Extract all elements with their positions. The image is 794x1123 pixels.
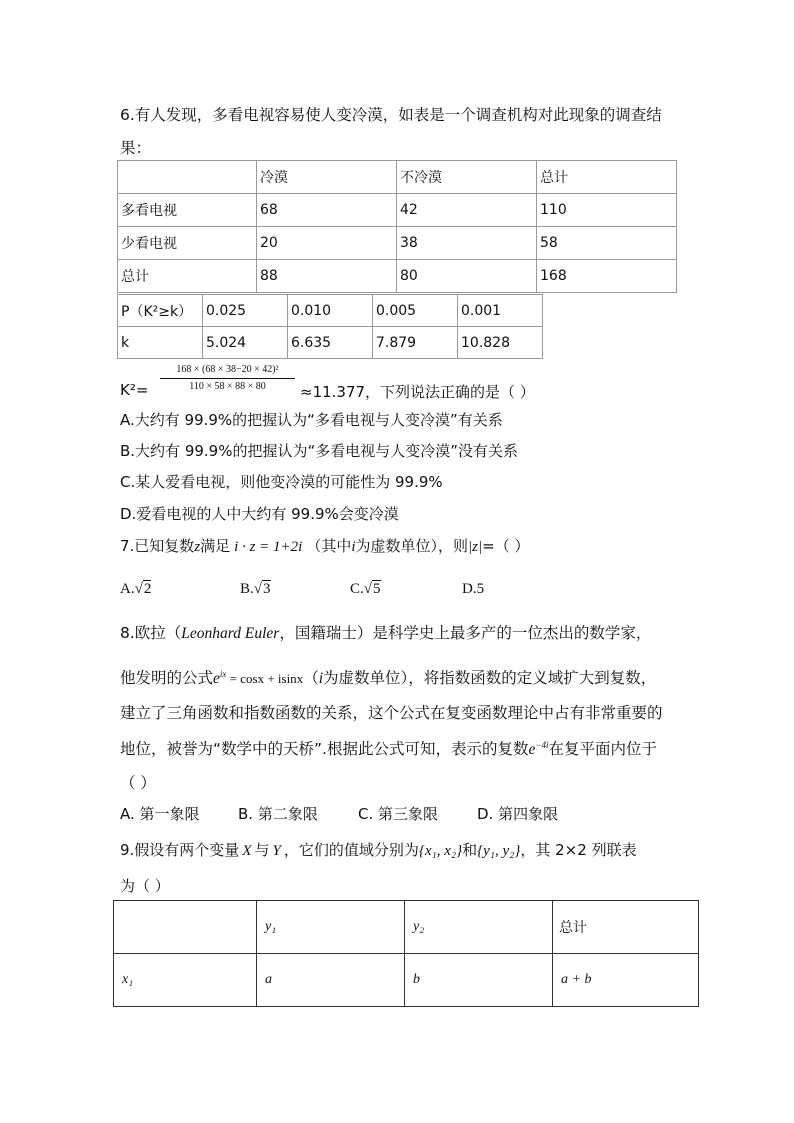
k2-label: K²= <box>120 381 149 399</box>
q6-critical-value-table <box>117 294 543 359</box>
q9-text: 与 <box>254 841 270 859</box>
table-cell: 7.879 <box>373 327 458 359</box>
table-cell: 0.005 <box>373 295 458 327</box>
option-label: C. <box>350 581 364 597</box>
q9-text: 9.假设有两个变量 <box>120 841 240 859</box>
option-b: B.大约有 99.9%的把握认为“多看电视与人变冷漠”没有关系 <box>120 442 519 460</box>
q6-line2: 果： <box>120 139 152 157</box>
q8-line2 <box>120 666 656 688</box>
q8-option-a: A. 第一象限 <box>120 805 200 823</box>
table-row <box>118 327 543 359</box>
table-cell: 总计 <box>553 901 699 954</box>
table-row <box>118 260 677 293</box>
q8-text: 8.欧拉（ <box>120 624 182 642</box>
table-cell: y₁ <box>257 901 405 954</box>
table-cell: 0.025 <box>203 295 288 327</box>
table-row <box>118 194 677 227</box>
q7-text: =（ ） <box>482 537 530 555</box>
table-cell: 10.828 <box>458 327 543 359</box>
q7-text: 7.已知复数 <box>120 537 195 555</box>
table-cell: 88 <box>257 260 397 293</box>
table-cell: 冷漠 <box>257 161 397 194</box>
radicand: 2 <box>143 581 152 597</box>
formula-e: e <box>528 741 536 758</box>
q7-option-b: B.√3 <box>240 581 271 597</box>
table-cell: a <box>257 954 405 1007</box>
option-label: A. <box>120 581 135 597</box>
table-cell: 110 <box>537 194 677 227</box>
q9-contingency-table <box>113 900 699 1007</box>
table-cell: 80 <box>397 260 537 293</box>
q8-text: ，国籍瑞士）是科学史上最多产的一位杰出的数学家， <box>279 624 652 642</box>
q7-option-c: C.√5 <box>350 581 381 597</box>
radicand: 5 <box>373 581 381 597</box>
table-cell: b <box>405 954 553 1007</box>
radicand: 3 <box>263 581 271 597</box>
q6-contingency-table <box>117 160 677 293</box>
q8-text: 在复平面内位于 <box>548 740 657 758</box>
q7-text: 为虚数单位），则 <box>355 537 469 555</box>
var-i: i <box>318 670 324 687</box>
option-c: C.某人爱看电视，则他变冷漠的可能性为 99.9% <box>120 473 443 491</box>
table-cell: 58 <box>537 227 677 260</box>
q8-text: 地位，被誉为“数学中的天桥”.根据此公式可知，表示的复数 <box>120 740 529 758</box>
table-row <box>118 295 543 327</box>
var-x: X <box>242 843 252 859</box>
formula-exponent: −4i <box>535 740 549 750</box>
option-a: A.大约有 99.9%的把握认为“多看电视与人变冷漠”有关系 <box>120 411 503 429</box>
q9-text: ，它们的值域分别为 <box>283 841 419 859</box>
table-cell: 20 <box>257 227 397 260</box>
table-cell: 168 <box>537 260 677 293</box>
q7-option-d: D.5 <box>462 581 485 597</box>
table-cell: 38 <box>397 227 537 260</box>
q8-option-b: B. 第二象限 <box>238 805 318 823</box>
table-cell: 42 <box>397 194 537 227</box>
k2-result-text: ≈11.377，下列说法正确的是（ ） <box>300 383 535 401</box>
table-cell: 多看电视 <box>118 194 257 227</box>
table-row <box>114 901 699 954</box>
q7-option-a: A.√2 <box>120 581 152 597</box>
table-cell: 不冷漠 <box>397 161 537 194</box>
q8-line1 <box>120 621 651 643</box>
set-x: {x₁, x₂} <box>418 843 463 859</box>
q8-line5: （ ） <box>120 774 156 792</box>
fraction-denominator: 110 × 58 × 88 × 80 <box>189 381 266 392</box>
table-cell: 0.010 <box>288 295 373 327</box>
abs-z: |z| <box>468 539 483 555</box>
q6-line1: 6.有人发现，多看电视容易使人变冷漠，如表是一个调查机构对此现象的调查结 <box>120 106 662 124</box>
table-cell: 0.001 <box>458 295 543 327</box>
table-cell: 68 <box>257 194 397 227</box>
var-i: i <box>351 539 356 555</box>
q9-line2: 为（ ） <box>120 877 170 895</box>
table-cell: P（K²≥k） <box>118 295 203 327</box>
var-y: Y <box>272 843 281 859</box>
q7-stem <box>120 535 529 556</box>
q7-text: （其中 <box>306 537 352 555</box>
table-cell: y₂ <box>405 901 553 954</box>
q8-text: 为虚数单位），将指数函数的定义域扩大到复数， <box>323 669 657 687</box>
table-row <box>114 954 699 1007</box>
q8-text: （ <box>303 669 319 687</box>
table-cell <box>114 901 257 954</box>
q9-line1 <box>120 839 637 860</box>
table-cell: x₁ <box>114 954 257 1007</box>
table-cell <box>118 161 257 194</box>
q8-line3: 建立了三角函数和指数函数的关系，这个公式在复变函数理论中占有非常重要的 <box>120 704 663 722</box>
table-cell: 总计 <box>118 260 257 293</box>
q9-text: 和 <box>462 841 478 859</box>
formula-rhs: = cosx + isinx <box>226 671 304 686</box>
fraction-bar <box>160 378 295 379</box>
fraction-numerator: 168 × (68 × 38−20 × 42)² <box>176 364 279 375</box>
table-cell: 6.635 <box>288 327 373 359</box>
q8-text: 他发明的公式 <box>120 669 214 687</box>
q8-option-c: C. 第三象限 <box>358 805 439 823</box>
q8-line4 <box>120 737 657 759</box>
table-cell: 总计 <box>537 161 677 194</box>
formula-e: e <box>213 670 220 687</box>
euler-name: Leonhard Euler <box>181 625 280 642</box>
table-row <box>118 227 677 260</box>
table-cell: 少看电视 <box>118 227 257 260</box>
formula-exponent: ix <box>219 669 227 679</box>
q7-text: 满足 <box>200 537 231 555</box>
table-cell: 5.024 <box>203 327 288 359</box>
table-cell: a + b <box>553 954 699 1007</box>
q8-option-d: D. 第四象限 <box>477 805 559 823</box>
var-z: z <box>194 539 201 555</box>
q9-text: ，其 2×2 列联表 <box>520 841 637 859</box>
table-row <box>118 161 677 194</box>
q7-equation: i · z = 1+2i <box>234 539 303 555</box>
option-d: D.爱看电视的人中大约有 99.9%会变冷漠 <box>120 505 399 523</box>
table-cell: k <box>118 327 203 359</box>
set-y: {y₁, y₂} <box>477 843 521 859</box>
option-label: B. <box>240 581 254 597</box>
